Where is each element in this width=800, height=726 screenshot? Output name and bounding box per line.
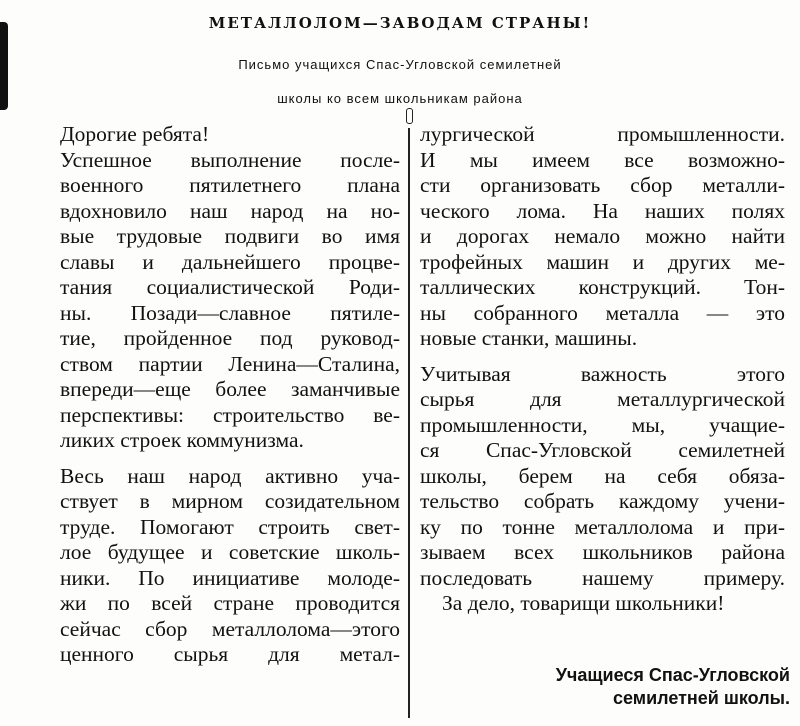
right-column [420, 122, 785, 617]
text-line: впереди—еще более заманчивые [60, 377, 400, 401]
text-line: сейчас сбор металлолома—этого [60, 616, 400, 641]
text-line: ники. По инициативе молоде- [60, 565, 400, 590]
closing-call: За дело, товарищи школьники! [442, 591, 725, 615]
text-line: И мы имеем все возможно- [420, 147, 785, 172]
text-line: тие, пройденное под руковод- [60, 326, 400, 350]
text-line: лое будущее и советские школь- [60, 540, 400, 564]
signature-line-1: Учащиеся Спас-Угловской [555, 665, 790, 685]
paragraph-gap [60, 454, 400, 464]
headline: МЕТАЛЛОЛОМ—ЗАВОДАМ СТРАНЫ! [208, 14, 592, 32]
text-line: вые трудовые подвиги во имя [60, 224, 400, 248]
text-line: Успешное выполнение после- [60, 147, 400, 172]
text-line: последовать нашему примеру. [420, 565, 785, 590]
print-fleck [406, 108, 413, 124]
text-line: жи по всей стране проводится [60, 591, 400, 615]
text-line: ся Спас-Угловской семилетней [420, 438, 785, 462]
text-line: вдохновило наш народ на но- [60, 198, 400, 223]
text-line: ны. Позади—славное пятиле- [60, 300, 400, 325]
text-line: военного пятилетнего плана [60, 173, 400, 197]
subtitle-line-2: школы ко всем школьникам района [277, 91, 523, 106]
text-line: ческого лома. На наших полях [420, 198, 785, 223]
column-rule [408, 128, 410, 718]
left-column [60, 122, 400, 668]
text-line: тельство собрать каждому учени- [420, 489, 785, 513]
text-line: тания социалистической Роди- [60, 275, 400, 299]
text-line: ценного сырья для метал- [60, 642, 400, 666]
text-line: ны собранного металла — это [420, 300, 785, 325]
text-line: ством партии Ленина—Сталина, [60, 351, 400, 376]
text-line: сырья для металлургической [420, 387, 785, 411]
text-line: труде. Помогают строить свет- [60, 514, 400, 539]
text-line: ку по тонне металлолома и при- [420, 514, 785, 539]
signature [460, 664, 790, 710]
paragraph-gap [420, 352, 785, 362]
text-line: таллических конструкций. Тон- [420, 275, 785, 299]
text-line: славы и дальнейшего процве- [60, 249, 400, 274]
text-line: ствует в мирном созидательном [60, 489, 400, 513]
text-line: трофейных машин и других ме- [420, 249, 785, 274]
text-line: сти организовать сбор металли- [420, 173, 785, 197]
text-line: перспективы: строительство ве- [60, 402, 400, 427]
subtitle-line-1: Письмо учащихся Спас-Угловской семилетней [238, 57, 562, 72]
text-line: ликих строек коммунизма. [60, 428, 304, 452]
text-line: промышленности, мы, учащие- [420, 412, 785, 437]
signature-line-2: семилетней школы. [612, 688, 790, 708]
text-line: новые станки, машины. [420, 326, 638, 350]
salutation: Дорогие ребята! [60, 122, 210, 146]
text-line: и дорогах немало можно найти [420, 224, 785, 248]
text-line: школы, берем на себя обяза- [420, 463, 785, 488]
text-line: Учитывая важность этого [420, 361, 785, 386]
text-line: Весь наш народ активно уча- [60, 463, 400, 488]
text-line: лургической промышленности. [420, 122, 785, 146]
text-line: зываем всех школьников района [420, 540, 785, 564]
